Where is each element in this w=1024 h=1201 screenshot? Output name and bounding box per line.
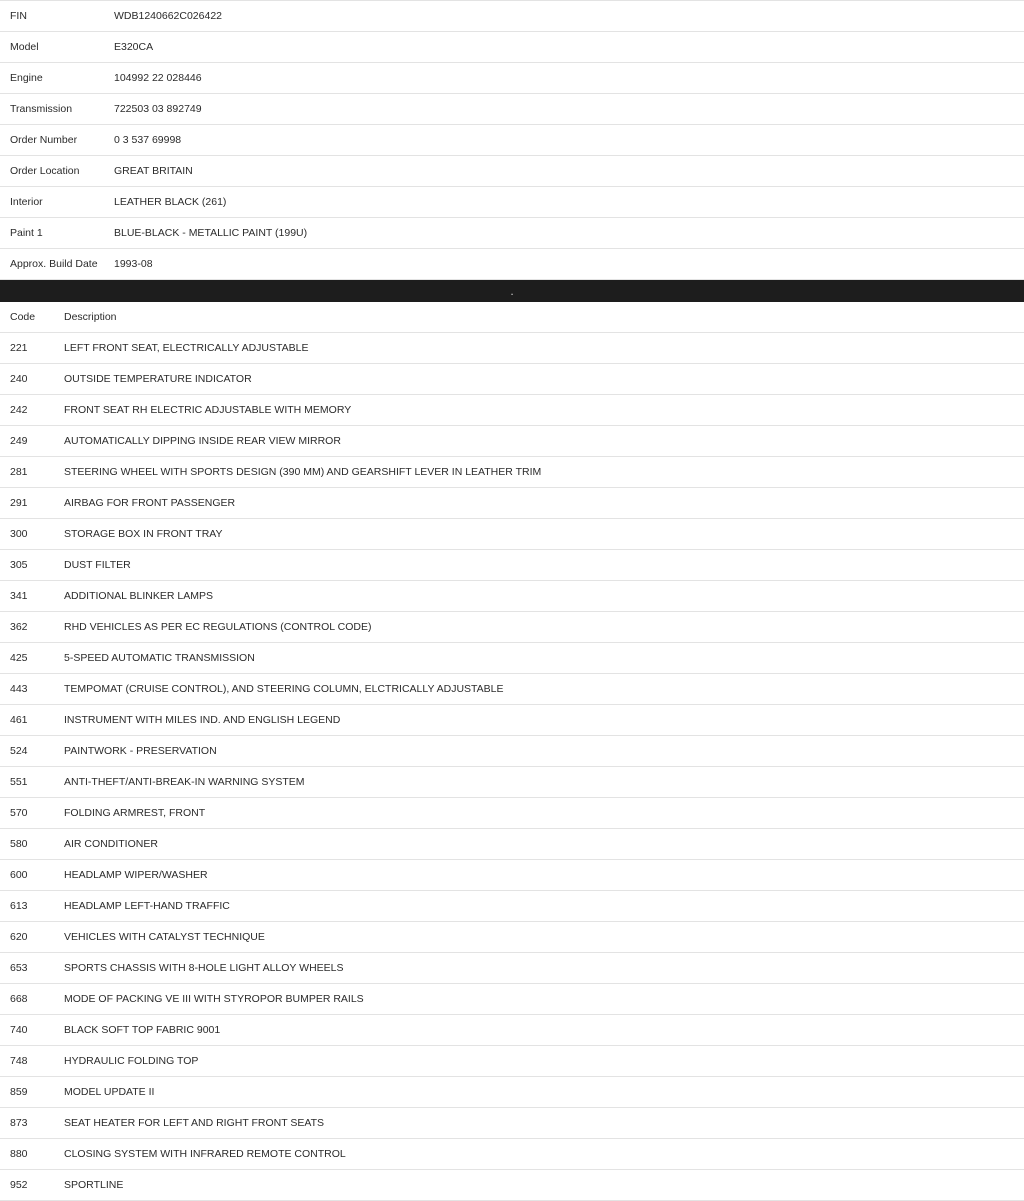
vehicle-detail-label: Transmission — [10, 102, 73, 115]
equipment-description-value: AIR CONDITIONER — [64, 837, 158, 850]
vehicle-detail-value: E320CA — [114, 40, 154, 53]
equipment-description-value: STEERING WHEEL WITH SPORTS DESIGN (390 MM) AND GEARSHIFT LEVER IN LEATHER TRIM — [64, 465, 542, 478]
equipment-code-value: 461 — [10, 713, 28, 726]
table-row — [0, 457, 1024, 488]
equipment-code-value: 443 — [10, 682, 28, 695]
equipment-code-value: 740 — [10, 1023, 28, 1036]
equipment-description-value: BLACK SOFT TOP FABRIC 9001 — [64, 1023, 221, 1036]
vehicle-detail-value: 722503 03 892749 — [114, 102, 202, 115]
equipment-code-value: 620 — [10, 930, 28, 943]
vehicle-detail-value: LEATHER BLACK (261) — [114, 195, 227, 208]
vehicle-detail-label: FIN — [10, 9, 27, 22]
equipment-description-value: INSTRUMENT WITH MILES IND. AND ENGLISH LEGEND — [64, 713, 341, 726]
table-row — [0, 488, 1024, 519]
vehicle-detail-label: Model — [10, 40, 39, 53]
table-row — [0, 767, 1024, 798]
equipment-code-value: 600 — [10, 868, 28, 881]
table-row — [0, 1170, 1024, 1201]
equipment-description-value: HYDRAULIC FOLDING TOP — [64, 1054, 199, 1067]
equipment-code-value: 281 — [10, 465, 28, 478]
equipment-description-value: SEAT HEATER FOR LEFT AND RIGHT FRONT SEATS — [64, 1116, 325, 1129]
equipment-code-value: 873 — [10, 1116, 28, 1129]
equipment-description-value: FOLDING ARMREST, FRONT — [64, 806, 206, 819]
equipment-description-value: HEADLAMP WIPER/WASHER — [64, 868, 208, 881]
equipment-code-value: 341 — [10, 589, 28, 602]
equipment-code-value: 221 — [10, 341, 28, 354]
equipment-code-value: 305 — [10, 558, 28, 571]
table-row — [0, 550, 1024, 581]
equipment-description-value: VEHICLES WITH CATALYST TECHNIQUE — [64, 930, 265, 943]
equipment-description-value: FRONT SEAT RH ELECTRIC ADJUSTABLE WITH MEMORY — [64, 403, 352, 416]
table-header-row — [0, 302, 1024, 333]
equipment-description-value: HEADLAMP LEFT-HAND TRAFFIC — [64, 899, 230, 912]
equipment-description-value: LEFT FRONT SEAT, ELECTRICALLY ADJUSTABLE — [64, 341, 309, 354]
vehicle-detail-row — [0, 249, 1024, 280]
vehicle-detail-value: WDB1240662C026422 — [114, 9, 222, 22]
equipment-description-value: ADDITIONAL BLINKER LAMPS — [64, 589, 213, 602]
table-row — [0, 922, 1024, 953]
equipment-code-value: 240 — [10, 372, 28, 385]
table-row — [0, 1015, 1024, 1046]
vehicle-detail-label: Order Number — [10, 133, 78, 146]
equipment-description-value: SPORTS CHASSIS WITH 8-HOLE LIGHT ALLOY WHEELS — [64, 961, 344, 974]
equipment-code-value: 242 — [10, 403, 28, 416]
equipment-description-value: STORAGE BOX IN FRONT TRAY — [64, 527, 223, 540]
equipment-code-value: 570 — [10, 806, 28, 819]
section-divider-bar — [0, 280, 1024, 302]
vehicle-detail-value: 0 3 537 69998 — [114, 133, 182, 146]
equipment-code-value: 300 — [10, 527, 28, 540]
equipment-description-value: OUTSIDE TEMPERATURE INDICATOR — [64, 372, 252, 385]
vehicle-detail-row — [0, 1, 1024, 32]
table-row — [0, 736, 1024, 767]
equipment-codes-body — [0, 333, 1024, 1201]
equipment-description-value: DUST FILTER — [64, 558, 131, 571]
equipment-description-value: 5-SPEED AUTOMATIC TRANSMISSION — [64, 651, 255, 664]
table-row — [0, 1139, 1024, 1170]
table-row — [0, 1046, 1024, 1077]
equipment-description-value: AIRBAG FOR FRONT PASSENGER — [64, 496, 236, 509]
vehicle-details-table — [0, 0, 1024, 280]
vehicle-detail-row — [0, 125, 1024, 156]
equipment-code-value: 613 — [10, 899, 28, 912]
table-row — [0, 860, 1024, 891]
table-row — [0, 705, 1024, 736]
equipment-description-value: ANTI-THEFT/ANTI-BREAK-IN WARNING SYSTEM — [64, 775, 305, 788]
vehicle-detail-value: BLUE-BLACK - METALLIC PAINT (199U) — [114, 226, 308, 239]
table-row — [0, 674, 1024, 705]
equipment-description-value: TEMPOMAT (CRUISE CONTROL), AND STEERING COLUMN, ELCTRICALLY ADJUSTABLE — [64, 682, 504, 695]
equipment-description-value: SPORTLINE — [64, 1178, 124, 1191]
table-row — [0, 364, 1024, 395]
equipment-code-value: 748 — [10, 1054, 28, 1067]
table-row — [0, 1108, 1024, 1139]
divider-dot: . — [510, 284, 514, 298]
table-row — [0, 643, 1024, 674]
vehicle-detail-label: Interior — [10, 195, 43, 208]
table-row — [0, 1077, 1024, 1108]
equipment-description-value: CLOSING SYSTEM WITH INFRARED REMOTE CONTROL — [64, 1147, 346, 1160]
table-row — [0, 612, 1024, 643]
vehicle-detail-row — [0, 156, 1024, 187]
vehicle-detail-row — [0, 63, 1024, 94]
vehicle-detail-row — [0, 32, 1024, 63]
vehicle-detail-value: 104992 22 028446 — [114, 71, 202, 84]
vehicle-detail-label: Engine — [10, 71, 43, 84]
equipment-code-value: 551 — [10, 775, 28, 788]
equipment-code-value: 653 — [10, 961, 28, 974]
equipment-code-value: 524 — [10, 744, 28, 757]
vehicle-detail-label: Approx. Build Date — [10, 257, 98, 270]
table-row — [0, 333, 1024, 364]
vehicle-detail-value: 1993-08 — [114, 257, 153, 270]
table-row — [0, 395, 1024, 426]
equipment-codes-header — [0, 302, 1024, 333]
equipment-code-value: 880 — [10, 1147, 28, 1160]
column-header-description: Description — [64, 310, 117, 323]
equipment-code-value: 580 — [10, 837, 28, 850]
equipment-code-value: 249 — [10, 434, 28, 447]
vehicle-detail-label: Order Location — [10, 164, 80, 177]
table-row — [0, 953, 1024, 984]
vehicle-detail-row — [0, 187, 1024, 218]
vehicle-details-body — [0, 1, 1024, 280]
table-row — [0, 519, 1024, 550]
table-row — [0, 891, 1024, 922]
equipment-code-value: 362 — [10, 620, 28, 633]
equipment-code-value: 425 — [10, 651, 28, 664]
table-row — [0, 829, 1024, 860]
equipment-description-value: MODEL UPDATE II — [64, 1085, 155, 1098]
equipment-description-value: PAINTWORK - PRESERVATION — [64, 744, 217, 757]
equipment-description-value: AUTOMATICALLY DIPPING INSIDE REAR VIEW MIRROR — [64, 434, 341, 447]
table-row — [0, 426, 1024, 457]
column-header-code: Code — [10, 310, 36, 323]
equipment-code-value: 291 — [10, 496, 28, 509]
equipment-code-value: 859 — [10, 1085, 28, 1098]
table-row — [0, 798, 1024, 829]
vehicle-detail-value: GREAT BRITAIN — [114, 164, 193, 177]
vehicle-detail-label: Paint 1 — [10, 226, 43, 239]
equipment-code-value: 952 — [10, 1178, 28, 1191]
equipment-description-value: RHD VEHICLES AS PER EC REGULATIONS (CONTROL CODE) — [64, 620, 372, 633]
table-row — [0, 581, 1024, 612]
vehicle-detail-row — [0, 218, 1024, 249]
table-row — [0, 984, 1024, 1015]
vehicle-detail-row — [0, 94, 1024, 125]
equipment-description-value: MODE OF PACKING VE III WITH STYROPOR BUMPER RAILS — [64, 992, 364, 1005]
equipment-code-value: 668 — [10, 992, 28, 1005]
equipment-codes-table — [0, 302, 1024, 1201]
